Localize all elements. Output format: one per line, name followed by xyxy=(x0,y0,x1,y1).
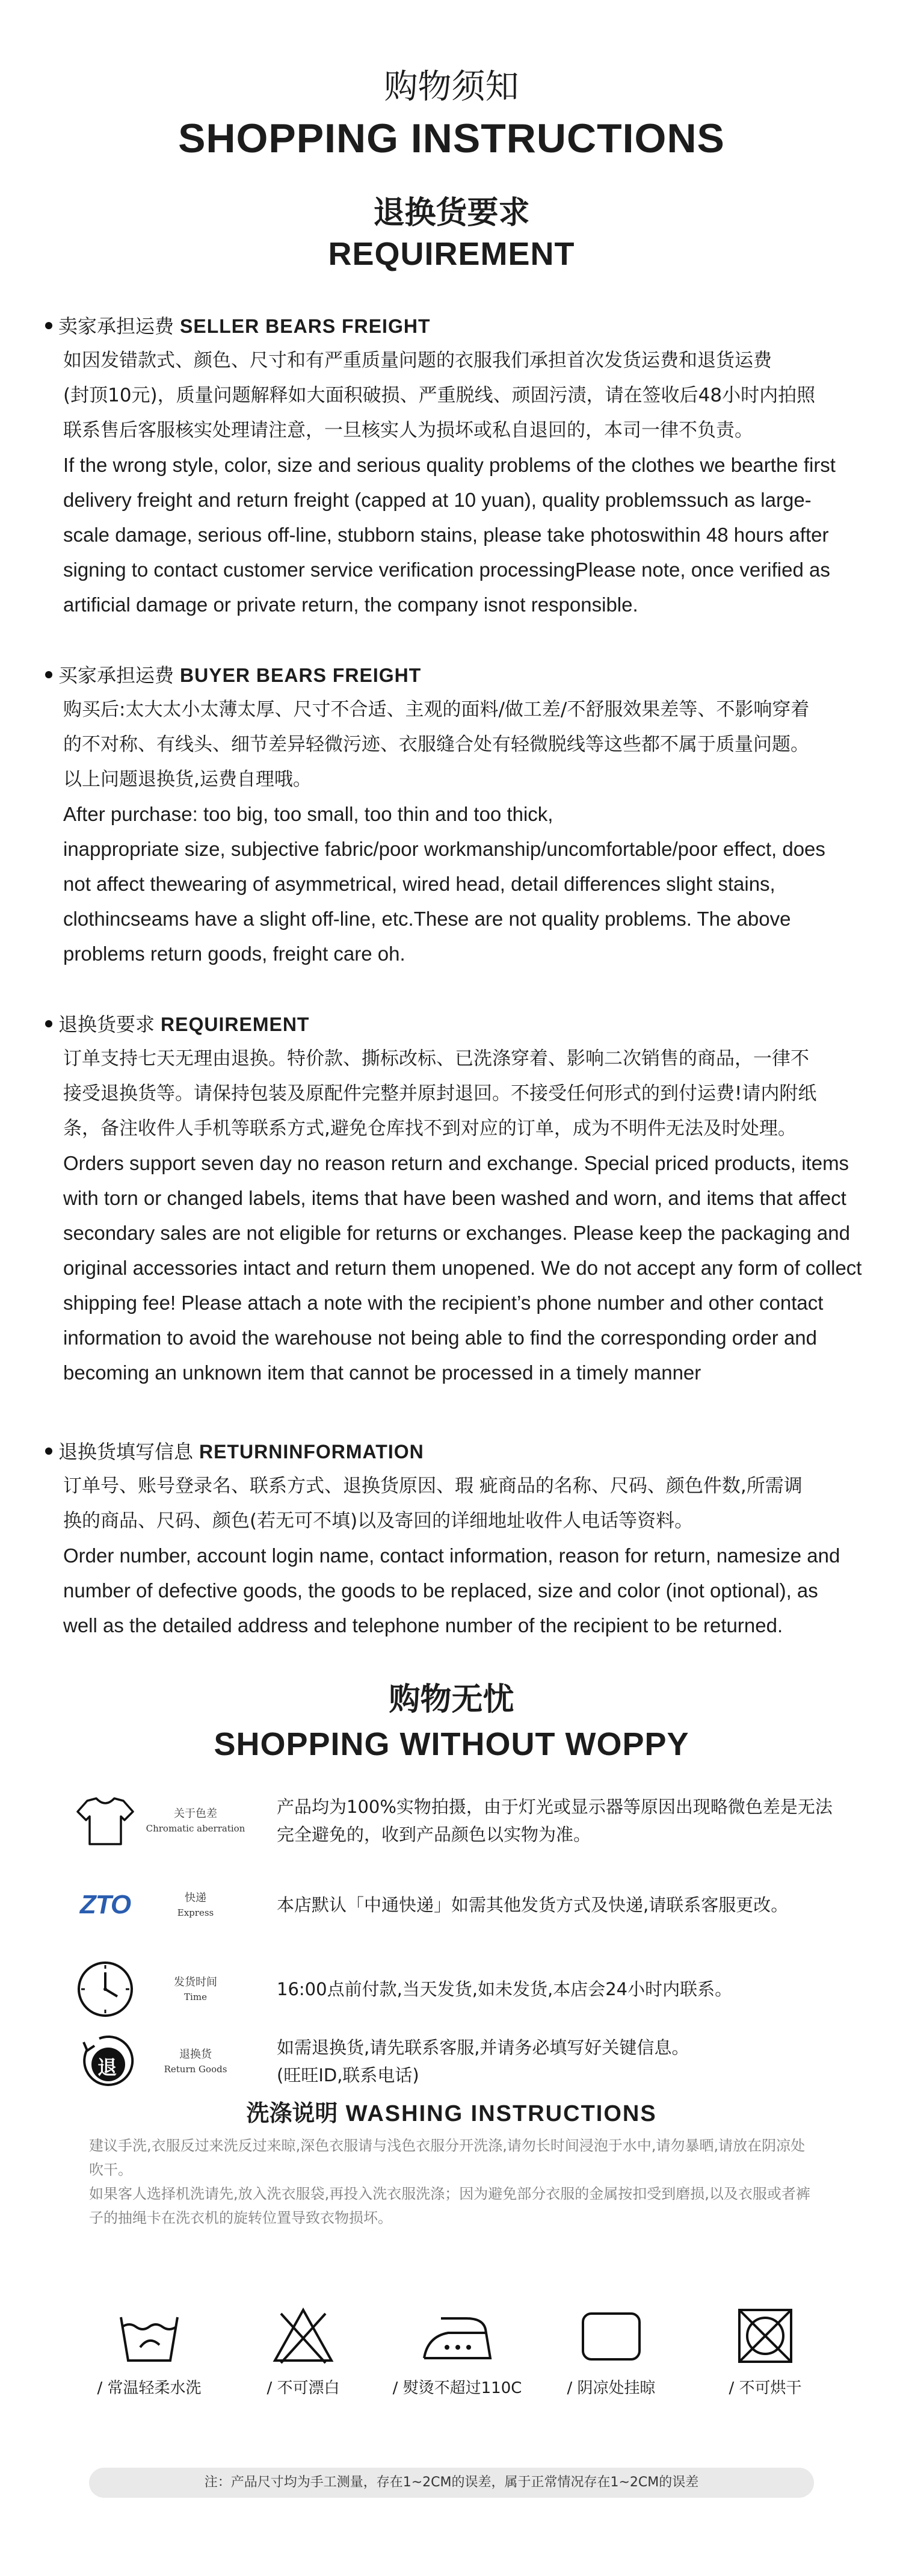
wash-label: / 不可漂白 xyxy=(267,2379,340,2397)
hand-wash-icon xyxy=(116,2305,182,2365)
section-text-en: After purchase: too big, too small, too thin and too thick, inappropriate size, subjective fabric/poor workmanship/uncomfortable/poor effect, does not affect thewearing of asymmetrical, wired head, detail differences slight stains, clothincseams have a slight off-line, etc.These are not quality problems. The above problems return goods, freight care oh. xyxy=(63,803,825,965)
size-note: 注：产品尺寸均为手工测量，存在1~2CM的误差，属于正常情况存在1~2CM的误差 xyxy=(89,2468,814,2498)
page-title-en: SHOPPING INSTRUCTIONS xyxy=(178,116,725,161)
shade-dry-icon xyxy=(578,2305,644,2365)
wash-label: / 不可烘干 xyxy=(729,2379,802,2397)
section-text-cn: 订单支持七天无理由退换。特价款、撕标改标、已洗涤穿着、影响二次销售的商品，一律不 接受退换货等。请保持包装及原配件完整并原封退回。不接受任何形式的到付运费!请内附纸 条，备注收件人手机等联系方式,避免仓库找不到对应的订单，成为不明件无法及时处理。 xyxy=(63,1048,817,1139)
service-desc: 产品均为100%实物拍摄，由于灯光或显示器等原因出现略微色差是无法 完全避免的，收到产品颜色以实物为准。 xyxy=(277,1797,833,1845)
worry-free-header xyxy=(0,1679,903,1765)
service-row-return xyxy=(72,2022,842,2101)
requirement-title-en: REQUIREMENT xyxy=(328,236,575,272)
service-row-time xyxy=(72,1950,842,2028)
section-body xyxy=(63,1041,869,1390)
washing-icons xyxy=(72,2305,842,2400)
section-text-en: Order number, account login name, contact information, reason for return, namesize and number of defective goods, the goods to be replaced, size and color (inot optional), as well as the detailed address and telephone number of the recipient to be returned. xyxy=(63,1544,840,1636)
section-text-en: Orders support seven day no reason return and exchange. Special priced products, items with torn or changed labels, items that have been washed and worn, and items that affect secondary sales are not eligible for returns or exchanges. Please keep the packaging and original accessories intact and return them unopened. We do not accept any form of collect shipping fee! Please attach a note with the recipient’s phone number and other contact information to avoid the warehouse not being able to find the corresponding order and becoming an unknown item that cannot be processed in a timely manner xyxy=(63,1152,862,1384)
no-bleach-icon xyxy=(270,2305,336,2365)
bullet-icon xyxy=(45,671,52,678)
service-desc: 如需退换货,请先联系客服,并请务必填写好关键信息。 (旺旺ID,联系电话) xyxy=(277,2037,689,2085)
section-body xyxy=(63,692,869,971)
service-label: 退换货 Return Goods xyxy=(164,2048,227,2075)
washing-title: 洗涤说明 WASHING INSTRUCTIONS xyxy=(246,2100,657,2126)
wash-item-no-tumble-dry xyxy=(688,2305,842,2400)
section-text-en: If the wrong style, color, size and serious quality problems of the clothes we bearthe first delivery freight and return freight (capped at 10 yuan), quality problemssuch as large- scale damage, serious off-line, stubborn stains, please take photoswithin 48 hours after signing to contact customer service verification processingPlease note, once verified as artificial damage or private return, the company isnot responsible. xyxy=(63,454,836,616)
washing-text-1: 建议手洗,衣服反过来洗反过来晾,深色衣服请与浅色衣服分开洗涤,请勿长时间浸泡于水中,请勿暴晒,请放在阴凉处吹干。 xyxy=(89,2137,806,2178)
section-text-cn: 订单号、账号登录名、联系方式、退换货原因、瑕 疵商品的名称、尺码、颜色件数,所需调 换的商品、尺码、颜色(若无可不填)以及寄回的详细地址收件人电话等资料。 xyxy=(63,1475,803,1532)
section-buyer-freight xyxy=(45,662,863,971)
wash-label: / 常温轻柔水洗 xyxy=(97,2379,202,2397)
requirement-title-cn: 退换货要求 xyxy=(373,195,530,231)
section-seller-freight xyxy=(45,313,863,622)
wash-label: / 阴凉处挂晾 xyxy=(567,2379,656,2397)
wash-label: / 熨烫不超过110C xyxy=(392,2379,522,2397)
zto-logo-icon: ZTO xyxy=(79,1890,131,1919)
section-text-cn: 如因发错款式、颜色、尺寸和有严重质量问题的衣服我们承担首次发货运费和退货运费 (封顶10元)，质量问题解释如大面积破损、严重脱线、顽固污渍，请在签收后48小时内拍照 联系售后客服核实处理请注意，一旦核实人为损坏或私自退回的，本司一律不负责。 xyxy=(63,350,816,441)
washing-text-2: 如果客人选择机洗请先,放入洗衣服袋,再投入洗衣服洗涤；因为避免部分衣服的金属按扣受到磨损,以及衣服或者裤子的抽绳卡在洗衣机的旋转位置导致衣物损坏。 xyxy=(89,2185,810,2226)
bullet-icon xyxy=(45,1447,52,1455)
section-requirement xyxy=(45,1011,863,1390)
section-body xyxy=(63,1469,869,1643)
wash-item-iron xyxy=(380,2305,534,2400)
wash-item-hand-wash xyxy=(72,2305,226,2400)
washing-text xyxy=(89,2134,817,2230)
service-row-chromatic xyxy=(72,1782,842,1860)
service-row-express xyxy=(72,1866,842,1944)
service-label: 关于色差 Chromatic aberration xyxy=(146,1807,245,1834)
no-tumble-dry-icon xyxy=(732,2305,798,2365)
wash-item-shade-dry xyxy=(534,2305,688,2400)
requirement-header xyxy=(0,193,903,274)
section-return-info xyxy=(45,1438,863,1643)
wash-item-no-bleach xyxy=(226,2305,380,2400)
service-desc: 本店默认「中通快递」如需其他发货方式及快递,请联系客服更改。 xyxy=(277,1895,789,1915)
return-icon: 退 xyxy=(72,2028,138,2095)
service-label: 发货时间 Time xyxy=(174,1976,217,2002)
section-title: 退换货填写信息 RETURNINFORMATION xyxy=(45,1438,863,1465)
iron-icon xyxy=(418,2305,496,2365)
worry-free-title-en: SHOPPING WITHOUT WOPPY xyxy=(214,1726,689,1762)
bullet-icon xyxy=(45,1020,52,1027)
bullet-icon xyxy=(45,322,52,329)
section-title: 退换货要求 REQUIREMENT xyxy=(45,1011,863,1038)
service-label: 快递 Express xyxy=(177,1892,214,1918)
section-text-cn: 购买后:太大太小太薄太厚、尺寸不合适、主观的面料/做工差/不舒服效果差等、不影响穿着 的不对称、有线头、细节差异轻微污迹、衣服缝合处有轻微脱线等这些都不属于质量问题。 以上问题退换货,运费自理哦。 xyxy=(63,699,810,790)
section-title: 买家承担运费 BUYER BEARS FREIGHT xyxy=(45,662,863,689)
section-body xyxy=(63,343,869,622)
clock-icon xyxy=(72,1956,138,2022)
page-title-cn: 购物须知 xyxy=(384,67,519,107)
worry-free-title-cn: 购物无忧 xyxy=(389,1682,514,1718)
tshirt-icon xyxy=(72,1788,138,1854)
service-desc: 16:00点前付款,当天发货,如未发货,本店会24小时内联系。 xyxy=(277,1979,733,1999)
page-header xyxy=(0,66,903,164)
section-title: 卖家承担运费 SELLER BEARS FREIGHT xyxy=(45,313,863,339)
